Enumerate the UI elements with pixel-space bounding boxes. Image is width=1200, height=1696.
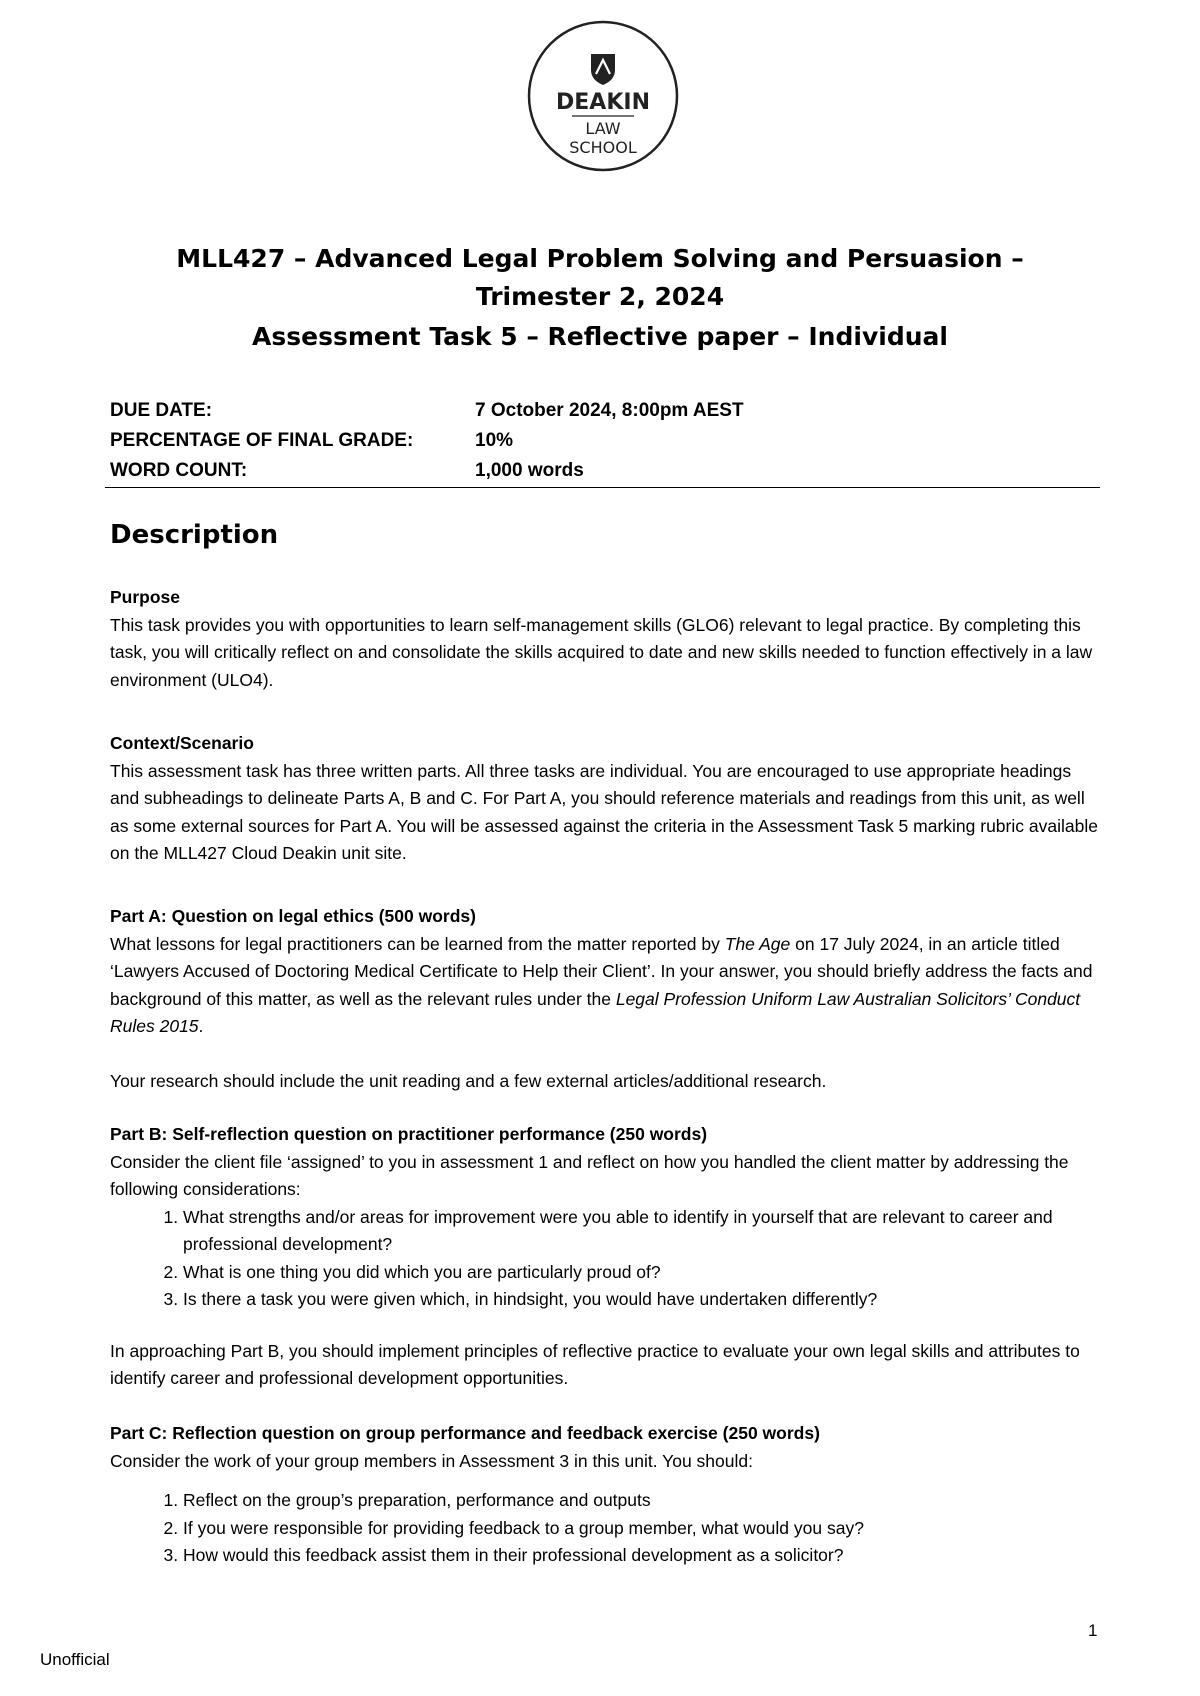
list-item: 2. What is one thing you did which you are particularly proud of? xyxy=(183,1259,1100,1287)
context-section xyxy=(110,730,1100,868)
word-count-row xyxy=(110,456,744,486)
due-date-label: DUE DATE: xyxy=(110,400,213,421)
list-item: 2. If you were responsible for providing feedback to a group member, what would you say? xyxy=(183,1515,1100,1543)
word-count-value: 1,000 words xyxy=(475,460,584,481)
document-subtitle: Assessment Task 5 – Reflective paper – Individual xyxy=(252,322,948,351)
logo-line3: SCHOOL xyxy=(569,138,637,157)
grade-percentage-label: PERCENTAGE OF FINAL GRADE: xyxy=(110,430,414,451)
purpose-section xyxy=(110,584,1100,694)
list-item: 3. How would this feedback assist them in their professional development as a solicitor? xyxy=(183,1542,1100,1570)
horizontal-rule xyxy=(105,487,1100,488)
part-c-intro: Consider the work of your group members in Assessment 3 in this unit. You should: xyxy=(110,1450,753,1471)
description-heading: Description xyxy=(110,520,279,550)
page-number: 1 xyxy=(1088,1621,1098,1640)
logo-line2: LAW xyxy=(585,119,621,138)
list-item: 1. Reflect on the group’s preparation, performance and outputs xyxy=(183,1487,1100,1515)
classification-label: Unofficial xyxy=(40,1650,110,1669)
assessment-details xyxy=(110,396,744,486)
part-a-text: What lessons for legal practitioners can be learned from the matter reported by The Age on 17 July 2024, in an article titled ‘Lawyers Accused of Doctoring Medical Certificate to Help their Client’. In your answer, you should briefly address the facts and background of this matter, as well as the relevant rules under the Legal Profession Uniform Law Australian Solicitors’ Conduct Rules 2015. xyxy=(110,933,1093,1036)
purpose-heading: Purpose xyxy=(110,587,181,607)
part-c-section xyxy=(110,1420,1100,1570)
part-c-heading: Part C: Reflection question on group performance and feedback exercise (250 words) xyxy=(110,1423,820,1443)
document-title: MLL427 – Advanced Legal Problem Solving and Persuasion – Trimester 2, 2024 xyxy=(176,244,1024,311)
part-c-list xyxy=(110,1487,1100,1570)
grade-percentage-value: 10% xyxy=(475,430,514,451)
part-a-section xyxy=(110,903,1100,1095)
context-text: This assessment task has three written parts. All three tasks are individual. You are encouraged to use appropriate headings and subheadings to delineate Parts A, B and C. For Part A, you should reference materials and readings from this unit, as well as some external sources for Part A. You will be assessed against the criteria in the Assessment Task 5 marking rubric available on the MLL427 Cloud Deakin unit site. xyxy=(110,760,1098,863)
part-b-heading: Part B: Self-reflection question on practitioner performance (250 words) xyxy=(110,1124,708,1144)
part-a-heading: Part A: Question on legal ethics (500 words) xyxy=(110,906,476,926)
grade-percentage-row xyxy=(110,426,744,456)
part-b-closing: In approaching Part B, you should implement principles of reflective practice to evaluate your own legal skills and attributes to identify career and professional development opportunities. xyxy=(110,1340,1080,1388)
shield-icon xyxy=(591,54,615,85)
list-item: 3. Is there a task you were given which, in hindsight, you would have undertaken differently? xyxy=(183,1286,1100,1314)
word-count-label: WORD COUNT: xyxy=(110,460,248,481)
context-heading: Context/Scenario xyxy=(110,733,254,753)
deakin-law-school-logo xyxy=(525,18,681,174)
logo-line1: DEAKIN xyxy=(556,90,650,115)
part-b-list xyxy=(110,1204,1100,1314)
part-a-research: Your research should include the unit reading and a few external articles/additional research. xyxy=(110,1070,827,1091)
purpose-text: This task provides you with opportunities to learn self-management skills (GLO6) relevant to legal practice. By completing this task, you will critically reflect on and consolidate the skills acquired to date and new skills needed to function effectively in a law environment (ULO4). xyxy=(110,614,1093,690)
part-b-intro: Consider the client file ‘assigned’ to you in assessment 1 and reflect on how you handled the client matter by addressing the following considerations: xyxy=(110,1151,1069,1199)
due-date-value: 7 October 2024, 8:00pm AEST xyxy=(475,400,744,421)
list-item: 1. What strengths and/or areas for improvement were you able to identify in yourself that are relevant to career and professional development? xyxy=(183,1204,1100,1259)
part-b-section xyxy=(110,1121,1100,1393)
due-date-row xyxy=(110,396,744,426)
